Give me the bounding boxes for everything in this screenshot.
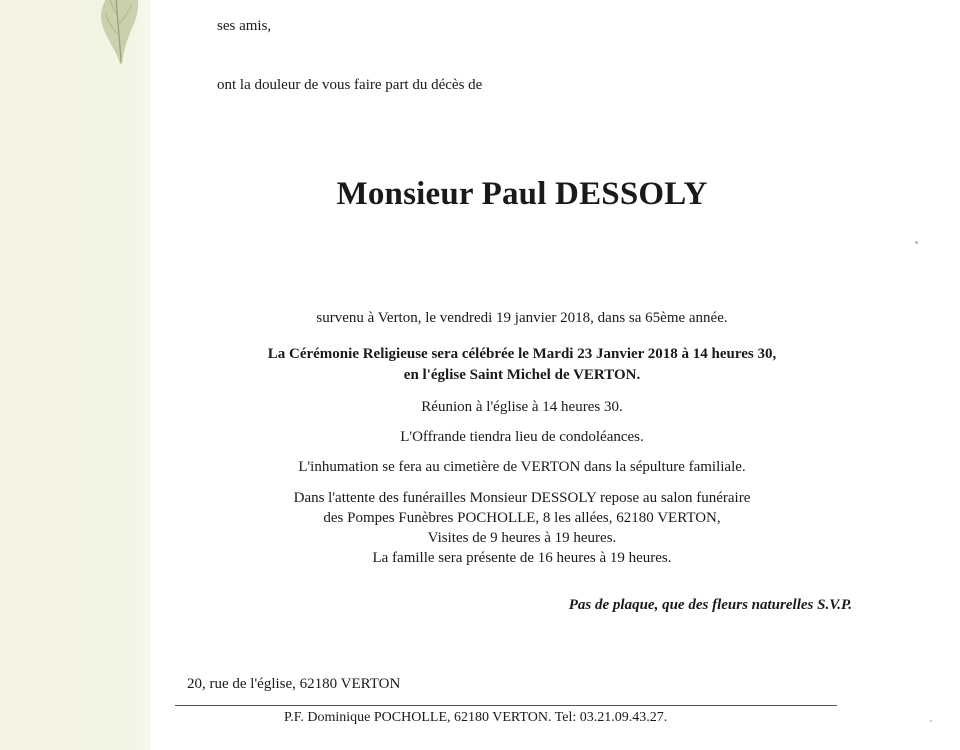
deceased-name: Monsieur Paul DESSOLY xyxy=(336,176,708,212)
ceremony-line-2: en l'église Saint Michel de VERTON. xyxy=(403,367,641,383)
offering-line: L'Offrande tiendra lieu de condoléances. xyxy=(400,429,644,445)
announcement-line: ont la douleur de vous faire part du décès de xyxy=(217,77,483,93)
friends-line: ses amis, xyxy=(217,18,272,34)
visits-line: Visites de 9 heures à 19 heures. xyxy=(427,530,617,546)
meeting-line: Réunion à l'église à 14 heures 30. xyxy=(421,399,623,415)
footer-divider xyxy=(175,705,837,706)
paper-speck xyxy=(915,241,918,244)
family-presence-line: La famille sera présente de 16 heures à 19 heures. xyxy=(372,550,672,566)
flowers-note: Pas de plaque, que des fleurs naturelles S.V.P. xyxy=(568,597,852,613)
leaf-icon xyxy=(96,0,146,64)
funeral-home-line-2: des Pompes Funèbres POCHOLLE, 8 les allées, 62180 VERTON, xyxy=(323,510,721,526)
burial-line: L'inhumation se fera au cimetière de VERTON dans la sépulture familiale. xyxy=(298,459,746,475)
family-address: 20, rue de l'église, 62180 VERTON xyxy=(187,676,401,692)
undertaker-footer: P.F. Dominique POCHOLLE, 62180 VERTON. Tel: 03.21.09.43.27. xyxy=(284,710,668,725)
funeral-home-line-1: Dans l'attente des funérailles Monsieur DESSOLY repose au salon funéraire xyxy=(293,490,751,506)
ceremony-line-1: La Cérémonie Religieuse sera célébrée le Mardi 23 Janvier 2018 à 14 heures 30, xyxy=(267,346,777,362)
paper-speck xyxy=(930,720,932,722)
death-details: survenu à Verton, le vendredi 19 janvier 2018, dans sa 65ème année. xyxy=(316,310,728,326)
